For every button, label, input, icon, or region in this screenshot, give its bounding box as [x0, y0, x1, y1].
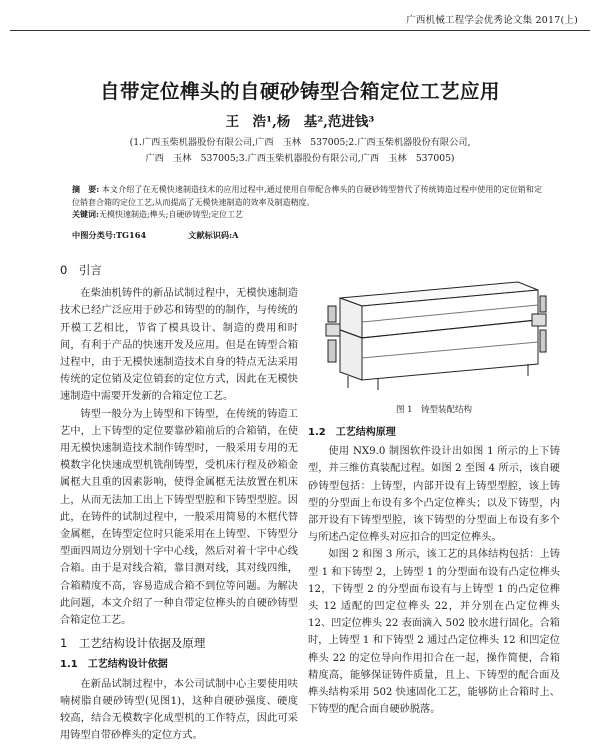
clc-label: 中图分类号:: [72, 230, 116, 240]
abstract: [72, 183, 542, 209]
section-0-heading: 0 引言: [60, 263, 102, 277]
doc-code-label: 文献标识码:: [188, 230, 233, 240]
abstract-text: 本文介绍了在无模快速制造技术的应用过程中,通过使用自带配合榫头的自硬砂铸型替代了传统铸造过程中使用的定位销和定位销套合箱的定位工艺,从而提高了无模快速制造的效率及制造精度。: [72, 185, 543, 207]
section-1-2-paragraph-2: 如图 2 和图 3 所示，该工艺的具体结构包括：上铸型 1 和下铸型 2，上铸型 1 的分型面布设有凸定位榫头 12，下铸型 2 的分型面布设有与上铸型 1 的凸定位榫头 12 适配的凹定位榫头 22，并分别在凸定位榫头 12、凹定位榫头 22 表面滴入 502 胶水进行固化。合箱时，上铸型 1 和下铸型 2 通过凸定位榫头 12 和凹定位榫头 22 的定位导向作用扣合在一起，操作简便，合箱精度高，能够保证铸件质量，且上、下铸型的配合面及榫头结构采用 502 快速固化工艺，能够防止合箱时上、下铸型的配合面自硬砂脱落。: [308, 549, 560, 716]
section-1-2-heading: 1.2 工艺结构原理: [308, 427, 396, 438]
intro-paragraph-2: 铸型一般分为上铸型和下铸型，在传统的铸造工艺中，上下铸型的定位要靠砂箱前后的合箱销，在使用无模快速制造技术制作铸型时，一般采用专用的无模数字化快速成型机铣削铸型，受机床行程及砂箱金属框大且重的因素影响，使得金属框无法放置在机床上，从而无法加工出上下铸型型腔和下铸型型腔。因此，在铸件的试制过程中，一般采用简易的木框代替金属框，在铸型定位时只能采用在上铸型、下铸型分型面四周边分别划十字中心线，然后对着十字中心线合箱。由于是对线合箱，靠目测对线，其对线四维，合箱精度不高，容易造成合箱不到位等问题。为解决此问题，本文介绍了一种自带定位榫头的自硬砂铸型合箱定位工艺。: [60, 408, 298, 627]
affiliation-line-2: 广西 玉林 537005;3.广西玉柴机器股份有限公司,广西 玉林 537005): [145, 153, 455, 164]
intro-paragraph-1: 在柴油机铸件的新品试制过程中，无模快速制造技术已经广泛应用于砂芯和铸型的的制作，与传统的开模工艺相比，节省了模具设计、制造的费用和时间，有利于产品的快速开发及应用。但是在铸型合箱过程中，由于无模快速制造技术自身的特点无法采用传统的定位销及定位销套的定位方式，因此在无模快速制造中需要开发新的合箱定位工艺。: [60, 288, 298, 403]
affiliation-line-1: (1.广西玉柴机器股份有限公司,广西 玉林 537005;2.广西玉柴机器股份有限公司,: [129, 137, 471, 148]
figure-1-caption: 图 1 铸型装配结构: [395, 405, 473, 415]
casting-mold-assembly-figure: [318, 276, 550, 396]
left-column: [60, 262, 298, 744]
abstract-label: 摘 要:: [72, 184, 100, 194]
paper-title: 自带定位榫头的自硬砂铸型合箱定位工艺应用: [99, 80, 500, 103]
section-1-2-paragraph-1: 使用 NX9.0 制图软件设计出如图 1 所示的上下铸型，并三维仿真装配过程。如图 2 至图 4 所示，该自硬砂铸型包括：上铸型，内部开设有上铸型型腔，该上铸型的分型面上布设有多个凸定位榫头；以及下铸型，内部开设有下铸型型腔，该下铸型的分型面上布设有多个与所述凸定位榫头对应扣合的凹定位榫头。: [308, 446, 560, 544]
right-column: [308, 424, 560, 718]
section-1-1-paragraph: 在新品试制过程中，本公司试制中心主要使用呋喃树脂自硬砂铸型(见图1)，这种自硬砂强度、硬度较高，结合无模数字化成型机的工作特点，因此可采用铸型自带砂榫头的定位方式。: [60, 678, 298, 742]
classification: [72, 230, 238, 241]
keywords: [72, 209, 542, 220]
doc-code-value: A: [232, 230, 239, 240]
keywords-text: 无模快速制造;榫头;自硬砂铸型;定位工艺: [98, 210, 244, 219]
section-1-heading: 1 工艺结构设计依据及原理: [60, 636, 206, 651]
keywords-label: 关键词:: [72, 209, 99, 219]
running-header: 广西机械工程学会优秀论文集 2017(上): [406, 15, 578, 26]
clc-value: TG164: [115, 230, 147, 240]
section-1-1-heading: 1.1 工艺结构设计依据: [60, 659, 168, 671]
paper-authors: 王 浩¹,杨 基²,范进钱³: [225, 114, 375, 130]
header-rule: [10, 30, 590, 31]
